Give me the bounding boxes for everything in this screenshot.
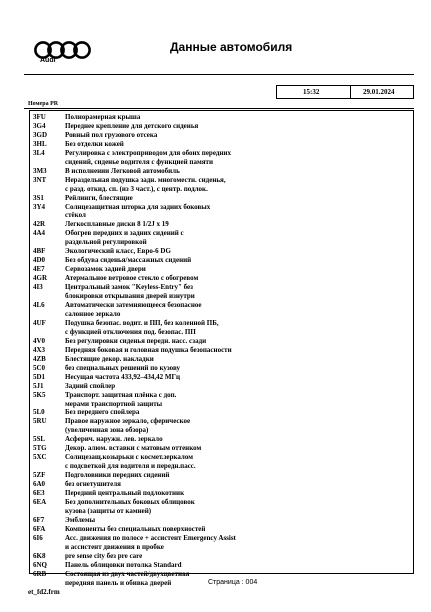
option-code: 3G4 xyxy=(33,121,46,130)
table-row xyxy=(30,301,413,319)
time-value: 15:32 xyxy=(303,88,320,96)
option-description: Панель облицовки потолка Standard xyxy=(65,560,182,569)
option-code: 5C0 xyxy=(33,363,46,372)
option-code: 6A0 xyxy=(33,480,46,489)
option-code: 5K5 xyxy=(33,390,46,399)
timestamp-box xyxy=(276,85,414,99)
option-code: 6F7 xyxy=(33,515,45,524)
option-description: Без обдува сиденья/массажных сидений xyxy=(65,256,192,265)
option-description: Атермальное ветровое стекло с обогревом xyxy=(65,274,199,283)
option-description: Нераздельная подушка задн. многоместн. сиденья, с разд. откид. сп. (из 3 част.), с центр. подлок. xyxy=(65,175,226,193)
option-code: 5J1 xyxy=(33,381,44,390)
table-row xyxy=(30,382,413,391)
table-row xyxy=(30,355,413,364)
option-code: 3S1 xyxy=(33,193,44,202)
table-row xyxy=(30,113,413,122)
table-row xyxy=(30,444,413,453)
timestamp-separator xyxy=(350,86,351,98)
option-code: 3Y4 xyxy=(33,202,46,211)
table-row xyxy=(30,346,413,355)
header-divider xyxy=(24,74,414,75)
option-description: Солнцезащ.козырьки с космет.зеркалом с подсветкой для водителя и передн.пасс. xyxy=(65,453,196,471)
option-code: 4D0 xyxy=(33,256,46,265)
option-code: 4UF xyxy=(33,318,46,327)
option-code: 6K8 xyxy=(33,551,46,560)
table-row xyxy=(30,525,413,534)
option-code: 6EA xyxy=(33,497,47,506)
brand-name: Audi xyxy=(40,57,56,64)
option-description: Переднее крепление для детского сиденья xyxy=(65,121,199,130)
table-row xyxy=(30,283,413,301)
table-row xyxy=(30,194,413,203)
option-description: Без отделки кожей xyxy=(65,139,124,148)
table-row xyxy=(30,453,413,471)
option-description: Регулировка с электроприводом для обоих передних сидений, сиденье водителя с функцией памяти xyxy=(65,148,231,166)
option-description: Экологический класс, Евро-6 DG xyxy=(65,247,171,256)
option-description: Обогрев передних и задних сидений с раздельной регулировкой xyxy=(65,229,184,247)
date-value: 29.01.2024 xyxy=(363,88,395,96)
option-code: 5SL xyxy=(33,435,46,444)
table-row xyxy=(30,471,413,480)
option-description: Рейлинги, блестящие xyxy=(65,193,133,202)
table-row xyxy=(30,489,413,498)
option-description: Состоящая из двух частей/двухцветная передняя панель и обивка дверей xyxy=(65,569,190,587)
option-description: Полнорамерная крыша xyxy=(65,113,141,121)
table-row xyxy=(30,364,413,373)
table-row xyxy=(30,256,413,265)
option-description: Несущая частота 433,92–434,42 МГц xyxy=(65,372,181,381)
option-code: 4GR xyxy=(33,274,47,283)
option-description: Центральный замок "Keyless-Entry" без блокировки открывания дверей изнутри xyxy=(65,283,195,301)
option-code: 4L6 xyxy=(33,301,45,310)
option-code: 6FA xyxy=(33,524,46,533)
option-code: 3NT xyxy=(33,175,47,184)
table-row xyxy=(30,319,413,337)
option-code: 3M3 xyxy=(33,166,47,175)
page-number: Страница : 004 xyxy=(208,579,258,586)
option-code: 6I6 xyxy=(33,533,43,542)
option-description: Подушка безопас. водит. и ПП, без коленной ПБ, с функцией отключения под. безопас. ПП xyxy=(65,318,219,336)
table-row xyxy=(30,516,413,525)
table-row xyxy=(30,265,413,274)
table-row xyxy=(30,167,413,176)
pr-options-list xyxy=(30,113,413,588)
table-row xyxy=(30,203,413,221)
option-description: Эмблемы xyxy=(65,515,96,524)
table-row xyxy=(30,552,413,561)
table-row xyxy=(30,498,413,516)
option-description: Передний центральный подлокотник xyxy=(65,489,185,498)
option-code: 4E7 xyxy=(33,265,45,274)
option-code: 3FU xyxy=(33,113,46,121)
option-code: 6E3 xyxy=(33,489,45,498)
table-row xyxy=(30,122,413,131)
option-code: 42R xyxy=(33,220,46,229)
option-description: pre sense city без pre care xyxy=(65,551,143,560)
table-row xyxy=(30,435,413,444)
option-description: Передняя боковая и головная подушка безопасности xyxy=(65,345,232,354)
table-row xyxy=(30,373,413,382)
option-description: Асферич. наружн. лев. зеркало xyxy=(65,435,163,444)
option-description: Транспорт. защитная плёнка с доп. мерами транспортной защиты xyxy=(65,390,177,408)
table-row xyxy=(30,274,413,283)
option-description: Правое наружное зеркало, сферическое (увеличенная зона обзора) xyxy=(65,417,191,435)
option-code: 5D1 xyxy=(33,372,46,381)
page-title: Данные автомобиля xyxy=(170,40,293,54)
table-row xyxy=(30,337,413,346)
option-description: Компоненты без специальных поверхностей xyxy=(65,524,206,533)
option-description: Асс. движения по полосе + ассистент Emergency Assist и ассистент движения в пробке xyxy=(65,533,236,551)
option-description: без специальных решений по кузову xyxy=(65,363,181,372)
option-code: 5TG xyxy=(33,444,47,453)
option-description: Сервозамок задней двери xyxy=(65,265,146,274)
option-description: Без регулировки сиденья передн. насс. сзади xyxy=(65,336,207,345)
option-description: Легкосплавные диски 8 1/2J x 19 xyxy=(65,220,169,229)
option-code: 5XC xyxy=(33,453,47,462)
option-code: 4A4 xyxy=(33,229,46,238)
option-code: 4ZB xyxy=(33,354,46,363)
option-description: В исполнении Легковой автомобиль xyxy=(65,166,180,175)
table-row xyxy=(30,176,413,194)
table-row xyxy=(30,149,413,167)
table-row xyxy=(30,417,413,435)
table-row xyxy=(30,140,413,149)
option-code: 4I3 xyxy=(33,283,43,292)
table-row xyxy=(30,480,413,489)
option-code: 4V0 xyxy=(33,336,46,345)
option-description: Задний спойлер xyxy=(65,381,116,390)
option-description: Солнцезащитная шторка для задних боковых стёкол xyxy=(65,202,211,220)
table-row xyxy=(30,220,413,229)
option-code: 5RU xyxy=(33,417,47,426)
option-description: Декор. алюм. вставки с матовым оттенком xyxy=(65,444,202,453)
table-row xyxy=(30,391,413,409)
option-code: 3HL xyxy=(33,139,47,148)
table-row xyxy=(30,534,413,552)
option-description: Автоматически затемняющееся безопасное салонное зеркало xyxy=(65,301,202,318)
table-row xyxy=(30,561,413,570)
option-code: 6RB xyxy=(33,569,47,578)
option-code: 4X3 xyxy=(33,345,46,354)
table-row xyxy=(30,408,413,417)
option-description: без огнетушителя xyxy=(65,480,121,489)
section-divider xyxy=(24,108,414,109)
option-description: Ровный пол грузового отсека xyxy=(65,130,158,139)
option-description: Без дополнительных боковых облицовок кузова (защиты от камней) xyxy=(65,497,195,515)
option-code: 5ZF xyxy=(33,471,46,480)
form-id: et_fd2.frm xyxy=(28,588,60,596)
option-description: Подголовники передних сидений xyxy=(65,471,170,480)
table-row xyxy=(30,131,413,140)
option-code: 6NQ xyxy=(33,560,47,569)
option-code: 4BF xyxy=(33,247,46,256)
option-description: Блестящие декор. накладки xyxy=(65,354,154,363)
option-code: 3GD xyxy=(33,130,47,139)
option-description: Без переднего спойлера xyxy=(65,408,140,417)
table-row xyxy=(30,229,413,247)
option-code: 5L0 xyxy=(33,408,45,417)
option-code: 3L4 xyxy=(33,148,45,157)
table-row xyxy=(30,247,413,256)
section-label: Номера PR xyxy=(28,101,59,107)
